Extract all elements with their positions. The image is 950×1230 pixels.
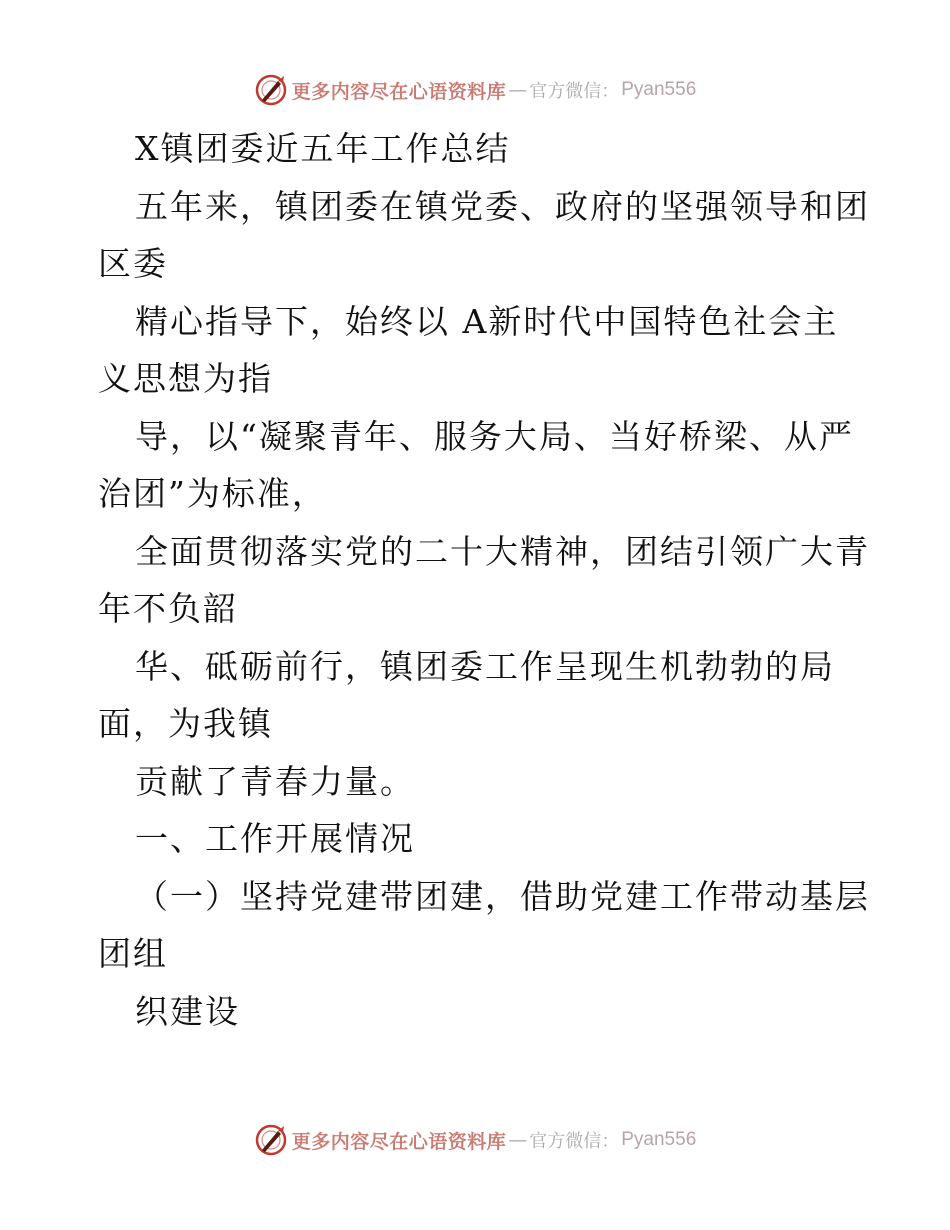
header-watermark-banner xyxy=(0,70,950,110)
banner-dash: — xyxy=(508,79,528,101)
document-line: 团组 xyxy=(98,934,168,973)
document-line: 导，以“凝聚青年、服务大局、当好桥梁、从严 xyxy=(135,416,854,456)
document-line: （一）坚持党建带团建，借助党建工作带动基层 xyxy=(135,876,870,916)
banner-wechat-id: Pyan556 xyxy=(621,79,697,100)
document-line: 华、砥砺前行，镇团委工作呈现生机勃勃的局 xyxy=(135,646,835,686)
banner-brand-text: 更多内容尽在心语资料库 xyxy=(291,80,507,103)
document-line: 精心指导下，始终以 A新时代中国特色社会主 xyxy=(135,301,839,341)
document-line: 义思想为指 xyxy=(98,359,273,398)
quill-seal-logo-icon xyxy=(254,1123,288,1157)
banner-wechat-label: 官方微信： xyxy=(529,81,620,102)
quill-seal-logo-icon xyxy=(254,73,288,107)
banner-wechat-label: 官方微信： xyxy=(529,1131,620,1152)
document-line: 治团”为标准， xyxy=(98,474,327,513)
document-body xyxy=(98,120,870,1040)
document-line: 贡献了青春力量。 xyxy=(135,761,415,801)
document-line: 面，为我镇 xyxy=(98,704,273,743)
document-line: 织建设 xyxy=(135,991,240,1031)
banner-brand-text: 更多内容尽在心语资料库 xyxy=(291,1130,507,1153)
document-line: 年不负韶 xyxy=(98,589,238,628)
document-line: 五年来，镇团委在镇党委、政府的坚强领导和团 xyxy=(135,186,870,226)
document-line: 一、工作开展情况 xyxy=(135,819,415,858)
document-line: 全面贯彻落实党的二十大精神，团结引领广大青 xyxy=(135,531,870,571)
document-line: 区委 xyxy=(98,244,168,283)
footer-watermark-banner xyxy=(0,1120,950,1160)
banner-wechat-id: Pyan556 xyxy=(621,1129,697,1150)
banner-dash: — xyxy=(508,1129,528,1151)
document-line: X镇团委近五年工作总结 xyxy=(135,129,511,168)
